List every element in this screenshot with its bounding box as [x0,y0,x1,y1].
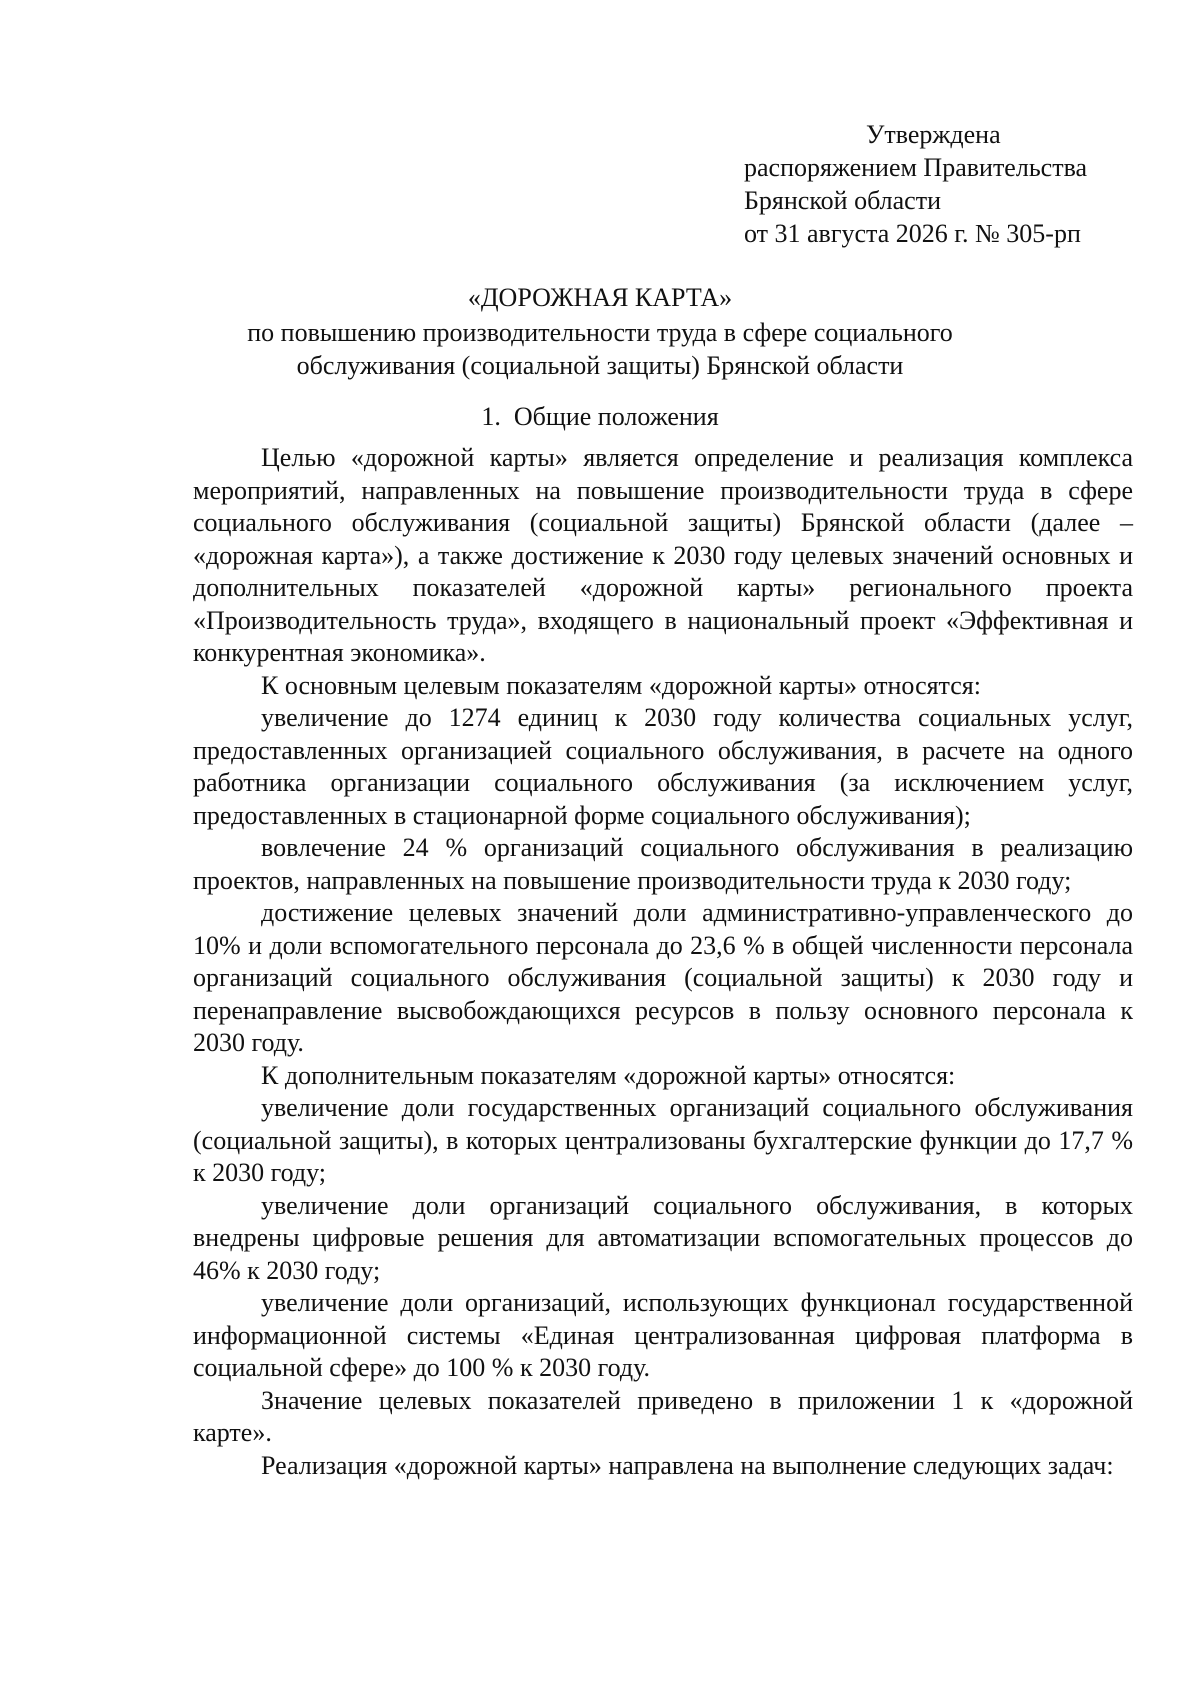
document-title [150,281,1050,382]
list-item: увеличение доли организаций, использующих функционал государственной информационной системы «Единая централизованная цифровая платформа в социальной сфере» до 100 % к 2030 году. [193,1288,1133,1382]
section-heading [150,400,1050,433]
paragraph: Значение целевых показателей приведено в приложении 1 к «дорожной карте». [193,1385,1133,1447]
title-subtitle-line-2: обслуживания (социальной защиты) Брянской области [296,351,904,380]
approval-line-3: Брянской области [744,186,941,215]
approval-line-1: Утверждена [866,120,1001,149]
paragraph: К дополнительным показателям «дорожной карты» относятся: [261,1060,956,1090]
paragraph: Реализация «дорожной карты» направлена на выполнение следующих задач: [261,1450,1114,1480]
approval-block [744,118,1087,250]
approval-line-2: распоряжением Правительства [744,153,1088,182]
list-item: вовлечение 24 % организаций социального обслуживания в реализацию проектов, направленных на повышение производительности труда к 2030 году; [193,833,1133,895]
approval-line-4: от 31 августа 2026 г. № 305-рп [744,219,1081,248]
section-title: Общие положения [513,402,719,431]
title-main: «ДОРОЖНАЯ КАРТА» [467,283,733,312]
list-item: достижение целевых значений доли административно-управленческого до 10% и доли вспомогательного персонала до 23,6 % в общей численности персонала организаций социального обслуживания (социальной защиты) к 2030 году и перенаправление высвобождающихся ресурсов в пользу основного персонала к 2030 году. [193,898,1133,1057]
paragraph: Целью «дорожной карты» является определение и реализация комплекса мероприятий, направленных на повышение производительности труда в сфере социального обслуживания (социальной защиты) Брянской области (далее – «дорожная карта»), а также достижение к 2030 году целевых значений основных и дополнительных показателей «дорожной карты» регионального проекта «Производительность труда», входящего в национальный проект «Эффективная и конкурентная экономика». [193,443,1133,667]
list-item: увеличение доли организаций социального обслуживания, в которых внедрены цифровые решения для автоматизации вспомогательных процессов до 46% к 2030 году; [193,1190,1133,1285]
body-text [193,442,1133,1482]
paragraph: К основным целевым показателям «дорожной карты» относятся: [261,670,981,700]
list-item: увеличение до 1274 единиц к 2030 году количества социальных услуг, предоставленных организацией социального обслуживания, в расчете на одного работника организации социального обслуживания (за исключением услуг, предоставленных в стационарной форме социального обслуживания); [193,703,1133,830]
section-number: 1. [481,402,501,431]
list-item: увеличение доли государственных организаций социального обслуживания (социальной защиты), в которых централизованы бухгалтерские функции до 17,7 % к 2030 году; [193,1093,1133,1187]
title-subtitle-line-1: по повышению производительности труда в сфере социального [247,318,953,347]
